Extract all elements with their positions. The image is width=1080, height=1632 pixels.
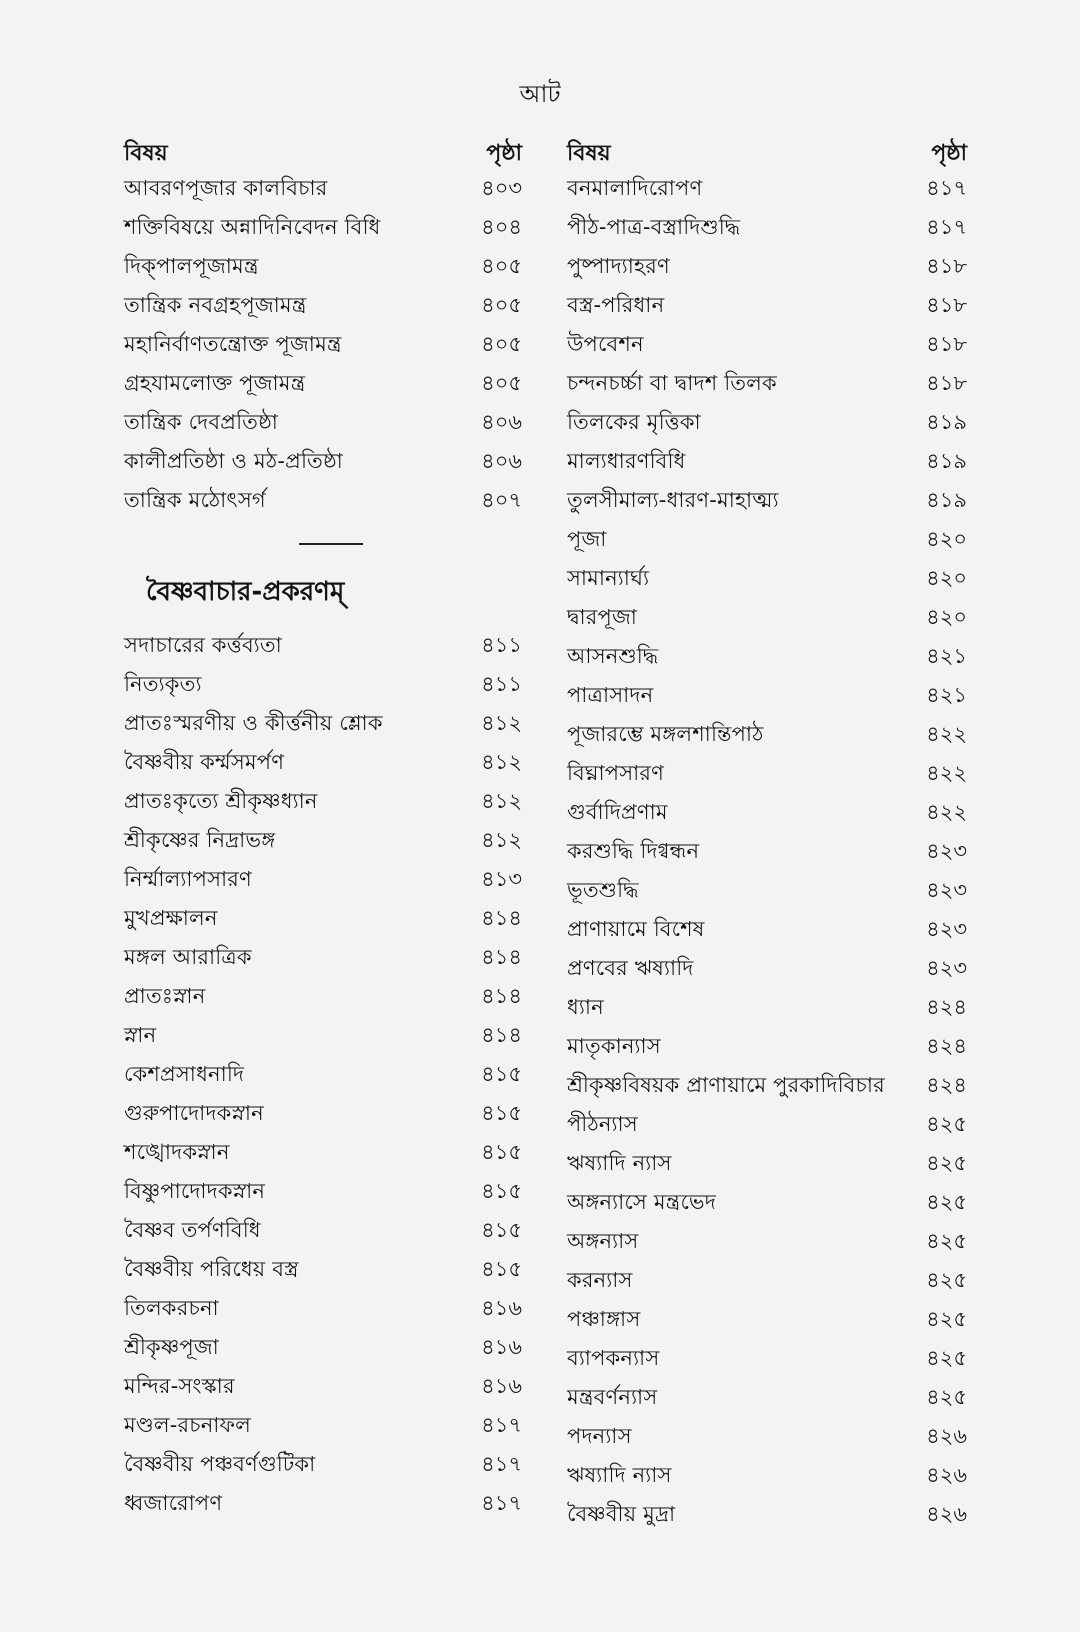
toc-entry: [124, 1409, 522, 1448]
entry-page-number: ৪১৪: [481, 906, 522, 930]
entry-topic: সদাচারের কর্ত্তব্যতা: [124, 633, 282, 657]
entry-topic: বিঘ্নাপসারণ: [567, 761, 665, 785]
entry-topic: পদন্যাস: [567, 1424, 632, 1448]
toc-entry: [567, 1225, 967, 1264]
entry-page-number: ৪২৫: [926, 1229, 967, 1253]
toc-entry: [124, 1214, 522, 1253]
entry-topic: মঙ্গল আরাত্রিক: [124, 945, 252, 969]
toc-entry: [567, 484, 967, 523]
entry-page-number: ৪২১: [926, 683, 967, 707]
toc-entry: [567, 601, 967, 640]
entry-page-number: ৪২০: [926, 566, 967, 590]
entry-page-number: ৪১৫: [481, 1101, 522, 1125]
entry-page-number: ৪২৬: [926, 1502, 967, 1526]
toc-entry: [124, 1448, 522, 1487]
entry-topic: চন্দনচর্চ্চা বা দ্বাদশ তিলক: [567, 371, 777, 395]
entry-topic: কেশপ্রসাধনাদি: [124, 1062, 245, 1086]
entry-page-number: ৪০৫: [481, 371, 522, 395]
entry-page-number: ৪১৩: [481, 867, 522, 891]
entry-topic: মুখপ্রক্ষালন: [124, 906, 218, 930]
entry-topic: পীঠ-পাত্র-বস্ত্রাদিশুদ্ধি: [567, 215, 741, 239]
entry-topic: অঙ্গন্যাস: [567, 1229, 639, 1253]
toc-entry: [124, 172, 522, 211]
toc-entry: [567, 328, 967, 367]
entry-topic: বস্ত্র-পরিধান: [567, 293, 665, 317]
toc-entry: [567, 1264, 967, 1303]
toc-entry: [567, 1030, 967, 1069]
entry-topic: উপবেশন: [567, 332, 644, 356]
entry-page-number: ৪১৮: [926, 332, 967, 356]
toc-entry: [567, 991, 967, 1030]
toc-entry: [124, 1370, 522, 1409]
left-column: [124, 136, 522, 1526]
entry-topic: প্রাতঃকৃত্যে শ্রীকৃষ্ণধ্যান: [124, 789, 318, 813]
entry-page-number: ৪০৬: [481, 410, 522, 434]
toc-entry: [567, 640, 967, 679]
toc-entry: [567, 796, 967, 835]
entry-topic: আসনশুদ্ধি: [567, 644, 659, 668]
entry-topic: করন্যাস: [567, 1268, 633, 1292]
entry-page-number: ৪২০: [926, 605, 967, 629]
entry-topic: ঋষ্যাদি ন্যাস: [567, 1151, 672, 1175]
entry-topic: দ্বারপূজা: [567, 605, 638, 629]
toc-entry: [124, 785, 522, 824]
entry-topic: প্রণবের ঋষ্যাদি: [567, 956, 694, 980]
entry-topic: শক্তিবিষয়ে অন্নাদিনিবেদন বিধি: [124, 215, 381, 239]
entry-page-number: ৪২৫: [926, 1112, 967, 1136]
entry-page-number: ৪২২: [926, 800, 967, 824]
toc-entry: [124, 980, 522, 1019]
entry-page-number: ৪২২: [926, 722, 967, 746]
toc-entry: [567, 562, 967, 601]
toc-entry: [124, 1136, 522, 1175]
toc-entry: [124, 1019, 522, 1058]
toc-entry: [124, 211, 522, 250]
entry-topic: করশুদ্ধি দিগ্বন্ধন: [567, 839, 700, 863]
entry-topic: পূজারম্ভে মঙ্গলশান্তিপাঠ: [567, 722, 764, 746]
entry-topic: মহানির্বাণতন্ত্রোক্ত পূজামন্ত্র: [124, 332, 342, 356]
toc-entry: [567, 289, 967, 328]
left-entries-top: [124, 172, 522, 523]
entry-page-number: ৪২৫: [926, 1151, 967, 1175]
section-divider: [299, 543, 363, 545]
section-heading: বৈষ্ণবাচার-প্রকরণম্‌: [146, 577, 345, 607]
entry-topic: বৈষ্ণব তর্পণবিধি: [124, 1218, 261, 1242]
entry-topic: বৈষ্ণবীয় মুদ্রা: [567, 1502, 676, 1526]
toc-entry: [124, 484, 522, 523]
entry-page-number: ৪১২: [481, 828, 522, 852]
toc-entry: [567, 952, 967, 991]
toc-entry: [567, 1342, 967, 1381]
entry-topic: তান্ত্রিক মঠোৎসর্গ: [124, 488, 266, 512]
entry-topic: পুষ্পাদ্যাহরণ: [567, 254, 670, 278]
toc-entry: [567, 1498, 967, 1537]
left-column-header: [124, 136, 522, 172]
entry-topic: তুলসীমাল্য-ধারণ-মাহাত্ম্য: [567, 488, 779, 512]
entry-page-number: ৪১৭: [481, 1491, 522, 1515]
entry-topic: নিত্যকৃত্য: [124, 672, 202, 696]
entry-topic: পঞ্চাঙ্গাস: [567, 1307, 641, 1331]
entry-topic: শ্রীকৃষ্ণপূজা: [124, 1335, 219, 1359]
toc-entry: [567, 679, 967, 718]
entry-page-number: ৪১৭: [926, 215, 967, 239]
entry-page-number: ৪২১: [926, 644, 967, 668]
entry-topic: বনমালাদিরোপণ: [567, 176, 703, 200]
entry-topic: বৈষ্ণবীয় কর্ম্মসমর্পণ: [124, 750, 285, 774]
entry-page-number: ৪২৫: [926, 1268, 967, 1292]
toc-entry: [124, 863, 522, 902]
entry-page-number: ৪১৬: [481, 1335, 522, 1359]
toc-entry: [124, 445, 522, 484]
entry-topic: মন্ত্রবর্ণন্যাস: [567, 1385, 658, 1409]
entry-topic: আবরণপূজার কালবিচার: [124, 176, 328, 200]
entry-topic: গ্রহযামলোক্ত পূজামন্ত্র: [124, 371, 306, 395]
entry-topic: কালীপ্রতিষ্ঠা ও মঠ-প্রতিষ্ঠা: [124, 449, 343, 473]
entry-page-number: ৪২২: [926, 761, 967, 785]
entry-topic: ভূতশুদ্ধি: [567, 878, 639, 902]
toc-entry: [567, 1108, 967, 1147]
toc-entry: [124, 250, 522, 289]
entry-topic: দিক্‌পালপূজামন্ত্র: [124, 254, 259, 278]
entry-page-number: ৪২৩: [926, 956, 967, 980]
toc-entry: [124, 1175, 522, 1214]
entry-topic: বৈষ্ণবীয় পরিধেয় বস্ত্র: [124, 1257, 299, 1281]
subject-header: বিষয়: [567, 141, 611, 166]
entry-topic: প্রাতঃস্নান: [124, 984, 206, 1008]
entry-page-number: ৪১৭: [481, 1452, 522, 1476]
entry-page-number: ৪২৫: [926, 1346, 967, 1370]
entry-page-number: ৪০৩: [481, 176, 522, 200]
entry-topic: তান্ত্রিক দেবপ্রতিষ্ঠা: [124, 410, 279, 434]
entry-topic: গুর্বাদিপ্রণাম: [567, 800, 668, 824]
entry-topic: বিষ্ণুপাদোদকস্নান: [124, 1179, 266, 1203]
entry-page-number: ৪২০: [926, 527, 967, 551]
entry-page-number: ৪২৫: [926, 1190, 967, 1214]
toc-entry: [567, 211, 967, 250]
entry-page-number: ৪১২: [481, 711, 522, 735]
entry-page-number: ৪২৪: [926, 1073, 967, 1097]
entry-topic: শ্রীকৃষ্ণের নিদ্রাভঙ্গ: [124, 828, 276, 852]
entry-page-number: ৪২৩: [926, 839, 967, 863]
entry-topic: ঋষ্যাদি ন্যাস: [567, 1463, 672, 1487]
entry-topic: ব্যাপকন্যাস: [567, 1346, 660, 1370]
toc-entry: [124, 1097, 522, 1136]
entry-page-number: ৪২৪: [926, 1034, 967, 1058]
toc-entry: [124, 367, 522, 406]
toc-entry: [567, 523, 967, 562]
toc-entry: [567, 250, 967, 289]
entry-page-number: ৪১৯: [926, 449, 967, 473]
entry-topic: ধ্বজারোপণ: [124, 1491, 223, 1515]
entry-page-number: ৪০৭: [481, 488, 522, 512]
entry-topic: পাত্রাসাদন: [567, 683, 654, 707]
entry-topic: প্রাণায়ামে বিশেষ: [567, 917, 705, 941]
entry-page-number: ৪১৬: [481, 1374, 522, 1398]
entry-page-number: ৪১৭: [926, 176, 967, 200]
toc-entry: [567, 1147, 967, 1186]
toc-entry: [567, 445, 967, 484]
page-number: আট: [519, 80, 561, 108]
toc-entry: [124, 707, 522, 746]
toc-entry: [567, 367, 967, 406]
toc-entry: [567, 406, 967, 445]
entry-topic: স্নান: [124, 1023, 157, 1047]
entry-page-number: ৪১১: [481, 633, 522, 657]
entry-page-number: ৪১৫: [481, 1218, 522, 1242]
entry-page-number: ৪১৮: [926, 371, 967, 395]
entry-topic: নির্ম্মাল্যাপসারণ: [124, 867, 252, 891]
toc-entry: [124, 668, 522, 707]
toc-entry: [567, 718, 967, 757]
entry-page-number: ৪০৫: [481, 332, 522, 356]
entry-page-number: ৪১৯: [926, 410, 967, 434]
entry-topic: পূজা: [567, 527, 607, 551]
toc-entry: [124, 941, 522, 980]
right-entries: [567, 172, 967, 1537]
entry-page-number: ৪১৫: [481, 1140, 522, 1164]
entry-topic: ধ্যান: [567, 995, 604, 1019]
entry-topic: পীঠন্যাস: [567, 1112, 638, 1136]
entry-page-number: ৪১৫: [481, 1257, 522, 1281]
toc-entry: [124, 406, 522, 445]
right-column: [567, 136, 967, 1537]
page-header: পৃষ্ঠা: [931, 141, 967, 166]
entry-topic: তিলকরচনা: [124, 1296, 219, 1320]
entry-topic: মণ্ডল-রচনাফল: [124, 1413, 251, 1437]
toc-entry: [124, 824, 522, 863]
toc-entry: [567, 1459, 967, 1498]
entry-page-number: ৪১৭: [481, 1413, 522, 1437]
entry-page-number: ৪২৬: [926, 1424, 967, 1448]
entry-page-number: ৪২৫: [926, 1385, 967, 1409]
entry-page-number: ৪১২: [481, 750, 522, 774]
subject-header: বিষয়: [124, 141, 168, 166]
entry-page-number: ৪১৯: [926, 488, 967, 512]
toc-entry: [567, 172, 967, 211]
entry-page-number: ৪১৪: [481, 984, 522, 1008]
toc-entry: [124, 1331, 522, 1370]
entry-topic: অঙ্গন্যাসে মন্ত্রভেদ: [567, 1190, 716, 1214]
toc-entry: [567, 1381, 967, 1420]
entry-topic: শঙ্খোদকস্নান: [124, 1140, 230, 1164]
entry-page-number: ৪১২: [481, 789, 522, 813]
entry-page-number: ৪১৫: [481, 1179, 522, 1203]
toc-entry: [124, 1253, 522, 1292]
entry-topic: মন্দির-সংস্কার: [124, 1374, 235, 1398]
toc-entry: [567, 874, 967, 913]
entry-page-number: ৪২৫: [926, 1307, 967, 1331]
toc-entry: [567, 757, 967, 796]
left-entries-bottom: [124, 629, 522, 1526]
entry-topic: মাতৃকান্যাস: [567, 1034, 661, 1058]
entry-page-number: ৪২৪: [926, 995, 967, 1019]
entry-topic: সামান্যার্ঘ্য: [567, 566, 650, 590]
entry-page-number: ৪০৬: [481, 449, 522, 473]
entry-page-number: ৪০৪: [481, 215, 522, 239]
toc-entry: [124, 902, 522, 941]
toc-entry: [124, 289, 522, 328]
entry-page-number: ৪১১: [481, 672, 522, 696]
toc-entry: [124, 1292, 522, 1331]
toc-entry: [124, 1487, 522, 1526]
toc-entry: [567, 1186, 967, 1225]
entry-topic: গুরুপাদোদকস্নান: [124, 1101, 264, 1125]
page-header: পৃষ্ঠা: [486, 141, 522, 166]
toc-entry: [567, 1303, 967, 1342]
toc-entry: [567, 913, 967, 952]
entry-page-number: ৪১৬: [481, 1296, 522, 1320]
entry-page-number: ৪১৫: [481, 1062, 522, 1086]
entry-page-number: ৪১৪: [481, 945, 522, 969]
entry-page-number: ৪১৪: [481, 1023, 522, 1047]
toc-entry: [124, 746, 522, 785]
entry-page-number: ৪২৩: [926, 917, 967, 941]
entry-page-number: ৪১৮: [926, 293, 967, 317]
entry-topic: প্রাতঃস্মরণীয় ও কীর্ত্তনীয় শ্লোক: [124, 711, 383, 735]
entry-page-number: ৪০৫: [481, 293, 522, 317]
entry-page-number: ৪২৩: [926, 878, 967, 902]
entry-topic: তিলকের মৃত্তিকা: [567, 410, 701, 434]
toc-entry: [567, 835, 967, 874]
entry-topic: মাল্যধারণবিধি: [567, 449, 686, 473]
right-column-header: [567, 136, 967, 172]
entry-page-number: ৪১৮: [926, 254, 967, 278]
entry-topic: তান্ত্রিক নবগ্রহপূজামন্ত্র: [124, 293, 307, 317]
toc-entry: [567, 1069, 967, 1108]
entry-topic: শ্রীকৃষ্ণবিষয়ক প্রাণায়ামে পুরকাদিবিচার: [567, 1073, 885, 1097]
toc-entry: [567, 1420, 967, 1459]
toc-entry: [124, 1058, 522, 1097]
entry-page-number: ৪২৬: [926, 1463, 967, 1487]
entry-page-number: ৪০৫: [481, 254, 522, 278]
entry-topic: বৈষ্ণবীয় পঞ্চবর্ণগুটিকা: [124, 1452, 316, 1476]
toc-entry: [124, 328, 522, 367]
toc-entry: [124, 629, 522, 668]
